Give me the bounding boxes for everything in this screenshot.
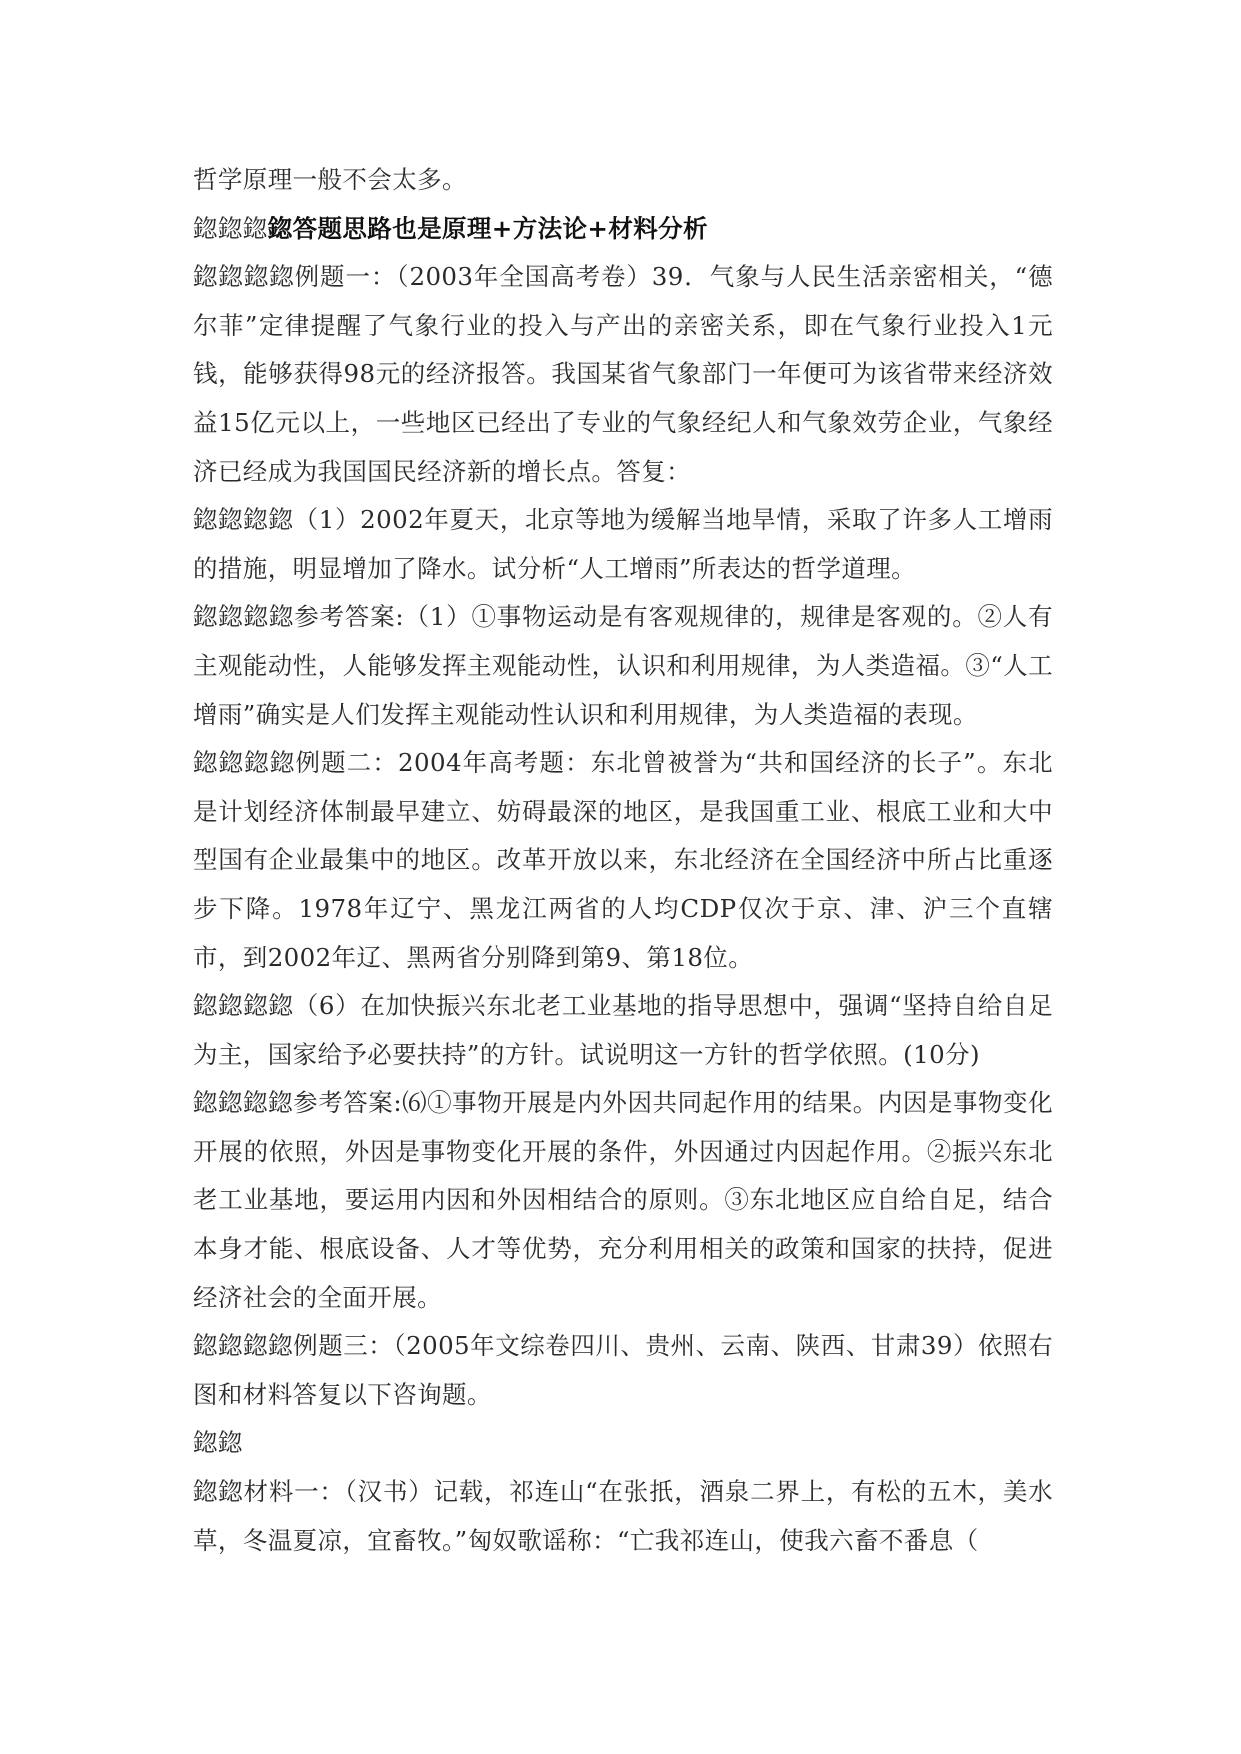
paragraph-text: 鍃鍃鍃鍃（1）2002年夏天，北京等地为缓解当地旱情，采取了许多人工增雨的措施，明显增加了降水。试分析“人工增雨”所表达的哲学道理。 — [193, 505, 1053, 583]
paragraph-text: 鍃鍃鍃鍃例题一：（2003年全国高考卷）39．气象与人民生活亲密相关，“德尔菲”定律提醒了气象行业的投入与产出的亲密关系，即在气象行业投入1元钱，能够获得98元的经济报答。我国某省气象部门一年便可为该省带来经济效益15亿元以上，一些地区已经出了专业的气象经纪人和气象效劳企业，气象经济已经成为我国国民经济新的增长点。答复： — [193, 262, 1053, 486]
paragraph-1 — [193, 156, 1053, 205]
paragraph-text: 鍃鍃鍃鍃例题二：2004年高考题：东北曾被誉为“共和国经济的长子”。东北是计划经济体制最早建立、妨碍最深的地区，是我国重工业、根底工业和大中型国有企业最集中的地区。改革开放以来，东北经济在全国经济中所占比重逐步下降。1978年辽宁、黑龙江两省的人均CDP仅次于京、津、沪三个直辖市，到2002年辽、黑两省分别降到第9、第18位。 — [193, 748, 1053, 972]
paragraph-4 — [193, 496, 1053, 593]
paragraph-text: 鍃鍃鍃鍃（6）在加快振兴东北老工业基地的指导思想中，强调“坚持自给自足为主，国家给予必要扶持”的方针。试说明这一方针的哲学依照。(10分) — [193, 991, 1053, 1069]
document-body — [193, 156, 1053, 1565]
paragraph-7 — [193, 982, 1053, 1079]
paragraph-3 — [193, 253, 1053, 496]
paragraph-prefix: 鍃鍃鍃 — [193, 213, 268, 243]
paragraph-text: 鍃鍃 — [193, 1428, 243, 1458]
paragraph-text: 哲学原理一般不会太多。 — [193, 165, 467, 194]
paragraph-5 — [193, 593, 1053, 739]
paragraph-text: 鍃鍃鍃鍃例题三：（2005年文综卷四川、贵州、云南、陕西、甘肃39）依照右图和材料答复以下咨询题。 — [193, 1331, 1053, 1409]
paragraph-2-heading — [193, 205, 1053, 254]
paragraph-6 — [193, 739, 1053, 982]
paragraph-text: 鍃鍃鍃鍃参考答案:⑹①事物开展是内外因共同起作用的结果。内因是事物变化开展的依照，外因是事物变化开展的条件，外因通过内因起作用。②振兴东北老工业基地，要运用内因和外因相结合的原则。③东北地区应自给自足，结合本身才能、根底设备、人才等优势，充分利用相关的政策和国家的扶持，促进经济社会的全面开展。 — [193, 1088, 1053, 1312]
section-heading: 鍃答题思路也是原理+方法论+材料分析 — [267, 213, 708, 243]
paragraph-11 — [193, 1468, 1053, 1565]
paragraph-text: 鍃鍃材料一：（汉书）记载，祁连山“在张扺，酒泉二界上，有松的五木，美水草，冬温夏凉，宜畜牧。”匈奴歌谣称：“亡我祁连山，使我六畜不番息（ — [193, 1477, 1053, 1555]
paragraph-8 — [193, 1079, 1053, 1322]
paragraph-text: 鍃鍃鍃鍃参考答案:（1）①事物运动是有客观规律的，规律是客观的。②人有主观能动性，人能够发挥主观能动性，认识和利用规律，为人类造福。③“人工增雨”确实是人们发挥主观能动性认识和利用规律，为人类造福的表现。 — [193, 602, 1053, 729]
paragraph-9 — [193, 1322, 1053, 1419]
paragraph-10 — [193, 1419, 1053, 1468]
